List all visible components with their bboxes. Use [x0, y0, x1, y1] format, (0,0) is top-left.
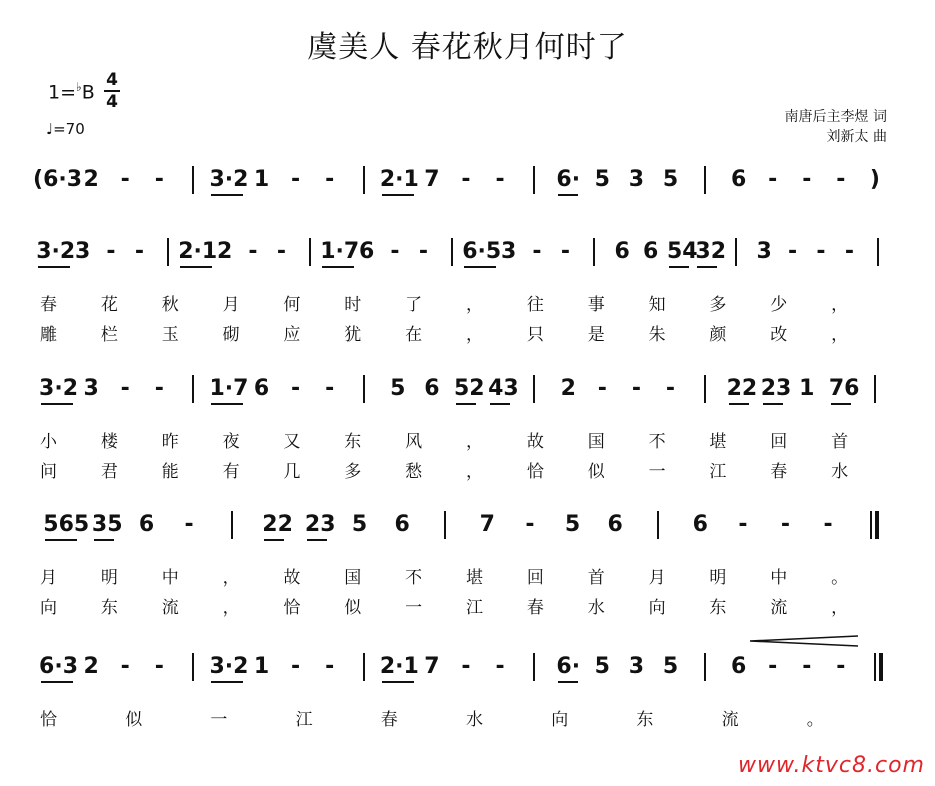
note: -	[816, 239, 826, 264]
note: 565	[43, 512, 90, 537]
note: -	[631, 376, 641, 401]
note: -	[154, 376, 164, 401]
note: -	[461, 167, 471, 192]
note: -	[106, 239, 116, 264]
note: 22	[262, 512, 293, 537]
note: 1·7	[209, 376, 249, 401]
note: 3·2	[209, 167, 249, 192]
note: 6·3	[39, 654, 79, 679]
note: -	[134, 239, 144, 264]
note: 7	[479, 512, 495, 537]
note: 6·	[556, 654, 581, 679]
note: 6	[730, 167, 747, 192]
note: 3	[628, 654, 645, 679]
note: 23	[760, 376, 792, 401]
note: -	[276, 239, 286, 264]
lyricist-credit: 南唐后主李煜 词	[784, 109, 887, 125]
note: -	[325, 376, 335, 401]
note: -	[154, 654, 164, 679]
note: 5	[594, 654, 610, 679]
note: -	[532, 239, 542, 264]
note: -	[291, 167, 301, 192]
quarter-note-icon: ♩	[46, 120, 54, 138]
note: -	[184, 512, 194, 537]
note: 2·1	[178, 239, 218, 264]
note: 2	[83, 654, 99, 679]
note: -	[836, 167, 846, 192]
note: 3	[628, 167, 645, 192]
note: 23	[304, 512, 336, 537]
note: -	[768, 167, 778, 192]
note: 6	[730, 654, 747, 679]
note: 5	[351, 512, 368, 537]
note: -	[495, 654, 505, 679]
note: 6	[642, 239, 659, 264]
note: -	[291, 376, 301, 401]
lyric-line: 雕栏玉砌应犹在，只是朱颜改，	[40, 325, 892, 345]
note: 3	[74, 239, 91, 264]
lyric-line: 小楼昨夜又东风，故国不堪回首	[40, 432, 892, 452]
note: -	[560, 239, 570, 264]
note: 6·5	[462, 239, 502, 264]
note: 6	[138, 512, 155, 537]
note: 3	[500, 239, 517, 264]
note: -	[665, 376, 676, 401]
composer-credit: 刘新太 曲	[826, 129, 887, 145]
note: 2	[560, 376, 576, 401]
note: 5	[594, 167, 610, 192]
note: -	[325, 654, 335, 679]
note: 6	[424, 376, 440, 401]
note: -	[325, 167, 335, 192]
note: 2	[216, 239, 233, 264]
lyric-line: 问君能有几多愁，恰似一江春水	[40, 462, 892, 482]
note: 6	[692, 512, 708, 537]
note: 2	[83, 167, 99, 192]
note: 54	[667, 239, 698, 264]
tempo-value: =70	[53, 120, 85, 138]
note: -	[154, 167, 164, 192]
note: -	[597, 376, 607, 401]
key-note: B	[81, 81, 95, 104]
note: 2·1	[379, 167, 419, 192]
note: 3·2	[36, 239, 76, 264]
note: -	[802, 654, 812, 679]
lyric-line: 月明中，故国不堪回首月明中。	[40, 568, 892, 588]
note: 1	[799, 376, 815, 401]
note: 6	[358, 239, 375, 264]
note: -	[525, 512, 535, 537]
note: 32	[695, 239, 727, 264]
note: 6	[614, 239, 630, 264]
time-top: 4	[106, 70, 118, 90]
note: -	[836, 654, 846, 679]
note: 3·2	[209, 654, 249, 679]
note: -	[120, 654, 130, 679]
lyric-line: 春花秋月何时了，往事知多少，	[40, 295, 892, 315]
note: 6	[253, 376, 270, 401]
note: 35	[91, 512, 123, 537]
note: 5	[662, 654, 679, 679]
note: -	[120, 376, 130, 401]
note: 76	[828, 376, 860, 401]
note: 5	[564, 512, 581, 537]
note: 43	[488, 376, 519, 401]
note: 1	[253, 167, 270, 192]
flat-sign: ♭	[76, 80, 82, 94]
note: 3	[756, 239, 772, 264]
site-watermark: www.ktvc8.com	[737, 753, 925, 778]
note: -	[461, 654, 471, 679]
lyric-line: 恰似一江春水向东流。	[40, 710, 892, 730]
note: -	[768, 654, 778, 679]
note: 3	[83, 376, 99, 401]
key-prefix: 1=	[48, 81, 77, 104]
note: -	[495, 167, 505, 192]
note: 5	[390, 376, 406, 401]
note: 6	[394, 512, 410, 537]
note: 7	[424, 654, 440, 679]
note: 22	[726, 376, 758, 401]
note: -	[788, 239, 798, 264]
note: 7	[424, 167, 440, 192]
lyric-line: 向东流，恰似一江春水向东流，	[40, 598, 892, 618]
note: 52	[454, 376, 485, 401]
note: -	[390, 239, 400, 264]
note: 6	[607, 512, 623, 537]
note: -	[738, 512, 748, 537]
note: 3·2	[39, 376, 79, 401]
note: (6·3	[33, 167, 83, 192]
note: 6·	[556, 167, 581, 192]
note: 1	[253, 654, 270, 679]
note: -	[780, 512, 791, 537]
note: -	[291, 654, 301, 679]
note: -	[418, 239, 428, 264]
note: 2·1	[379, 654, 419, 679]
note: -	[120, 167, 130, 192]
note: )	[869, 167, 880, 192]
note: -	[823, 512, 833, 537]
note: -	[844, 239, 854, 264]
note: 5	[662, 167, 679, 192]
note: -	[248, 239, 258, 264]
note: 1·7	[320, 239, 360, 264]
song-title: 虞美人 春花秋月何时了	[307, 30, 628, 65]
note: -	[802, 167, 812, 192]
time-bottom: 4	[106, 92, 118, 112]
